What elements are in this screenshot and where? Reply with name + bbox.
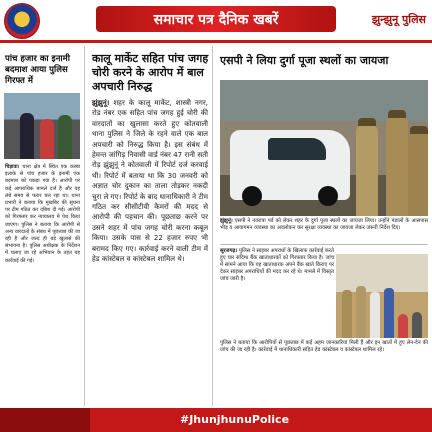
footer-accent — [0, 408, 90, 432]
person-figure — [58, 115, 72, 159]
person-figure — [370, 292, 380, 338]
caption-dateline: झुंझुनूं। — [220, 218, 233, 224]
person-figure — [412, 312, 422, 338]
second-article-body — [220, 248, 334, 283]
middle-article — [86, 48, 212, 404]
column-divider — [212, 46, 213, 406]
left-article — [0, 48, 84, 404]
page-title: समाचार पत्र दैनिक खबरें — [153, 11, 279, 28]
second-article-dateline: सूरजगढ़। — [220, 248, 238, 254]
article-divider — [220, 244, 428, 245]
police-car — [230, 130, 350, 200]
middle-article-headline: कालू मार्केट सहित पांच जगह चोरी करने के आरोप में बाल अपचारी निरुद्ध — [92, 52, 209, 93]
person-figure — [398, 314, 408, 338]
person-figure — [40, 119, 54, 159]
person-figure — [342, 290, 352, 338]
right-article — [214, 48, 432, 404]
arrested-accused-photo — [336, 254, 428, 338]
title-banner — [96, 6, 336, 32]
header-divider — [0, 40, 432, 43]
middle-article-dateline: झुंझुनूं। — [92, 98, 110, 107]
right-article-headline: एसपी ने लिया दुर्गा पूजा स्थलों का जायजा — [220, 54, 389, 67]
column-divider — [84, 46, 85, 406]
middle-article-body — [86, 94, 212, 265]
header — [0, 0, 432, 42]
middle-article-text: शहर के कालू मार्केट, शास्त्री नगर, रोड नंबर एक सहित पांच जगह हुई चोरी की वारदातों का खुलासा करते हुए कोतवाली थाना पुलिस ने जिले के रहने वाले एक बाल अपचारी को निरुद्ध किया है। इस संबंध में हेमन्त जांगिड़ निवासी वार्ड नंबर 47 रानी सती रोड़ झुंझुनूं ने कोतवाली में रिपोर्ट दर्ज करवाई थी। रिपोर्ट में बताया था कि 30 जनवरी को अज्ञात चोर दुकान का ताला तोड़कर नकदी चुरा ले गए। रिपोर्ट के बाद थानाधिकारी ने टीम गठित कर सीसीटीवी कैमरों की मदद से आरोपी की पहचान की। पूछताछ करने पर उसने शहर में पांच जगह चोरी करना कबूल किया। उसके पास से 22 हजार रुपए भी बरामद किए गए। कार्रवाई करने वाली टीम में हेड कांस्टेबल व कांस्टेबल शामिल थे। — [92, 98, 208, 264]
officer-figure — [386, 116, 408, 216]
officer-figure — [356, 124, 378, 216]
org-name: झुन्झुनू पुलिस — [371, 13, 426, 26]
sp-inspection-photo — [220, 80, 428, 216]
left-article-dateline: चिड़ावा। — [5, 164, 20, 170]
left-article-body — [0, 159, 84, 265]
person-figure — [20, 113, 34, 159]
second-article-continuation: पुलिस ने बताया कि आरोपियों से पूछताछ में कई अहम जानकारियां मिली हैं और इन खातों में हुए लेन-देन की जांच की जा रही है। कार्रवाई में थानाधिकारी सहित हेड कांस्टेबल व कांस्टेबल शामिल रहे। — [220, 340, 428, 354]
footer-hashtag: #JhunjhunuPolice — [180, 413, 290, 426]
caption-text: एसपी ने नवरात्रा पर्व को लेकर शहर के दुर्गा पूजा स्थलों का जायजा लिया। उन्होंने पंडालों के आसपास भीड़ व आवागमन व्यवस्था का अवलोकन कर सुरक्षा व्यवस्था का जायजा लेकर जरूरी निर्देश दिए। — [220, 218, 428, 232]
left-article-photo — [4, 93, 80, 159]
left-article-text: थाना क्षेत्र में स्थित एक कस्बा इलाके से पांच हजार के इनामी एक बदमाश को पकड़ा गया है। आरोपी पर कई आपराधिक मामले दर्ज हैं और वह लंबे समय से फरार चल रहा था। थाना प्रभारी ने बताया कि मुखबिर की सूचना पर टीम गठित कर दबिश दी गई। आरोपी को गिरफ्तार कर न्यायालय में पेश किया जाएगा। पुलिस ने बताया कि आरोपी से अन्य वारदातों के संबंध में पूछताछ की जा रही है और जल्द ही बड़े खुलासे की संभावना है। पुलिस अधीक्षक के निर्देशन में चलाए जा रहे अभियान के तहत यह कार्रवाई की गई। — [5, 164, 80, 264]
police-emblem-icon — [4, 3, 40, 39]
person-figure — [356, 286, 366, 338]
footer — [0, 408, 432, 432]
left-article-headline: पांच हजार का इनामी बदमाश आया पुलिस गिरफ्त में — [5, 54, 70, 86]
second-article-text: पुलिस ने साइबर अपराधों के खिलाफ कार्रवाई करते हुए चार संदिग्ध बैंक खाताधारकों को गिरफ्तार किया है। जांच में सामने आया कि यह खाताधारक अपने बैंक खाते किराए पर देकर साइबर अपराधियों की मदद कर रहे थे। मामले में विस्तृत जांच जारी है। — [220, 248, 334, 283]
officer-figure — [408, 132, 428, 216]
photo-caption — [220, 218, 428, 232]
person-figure — [384, 288, 394, 338]
